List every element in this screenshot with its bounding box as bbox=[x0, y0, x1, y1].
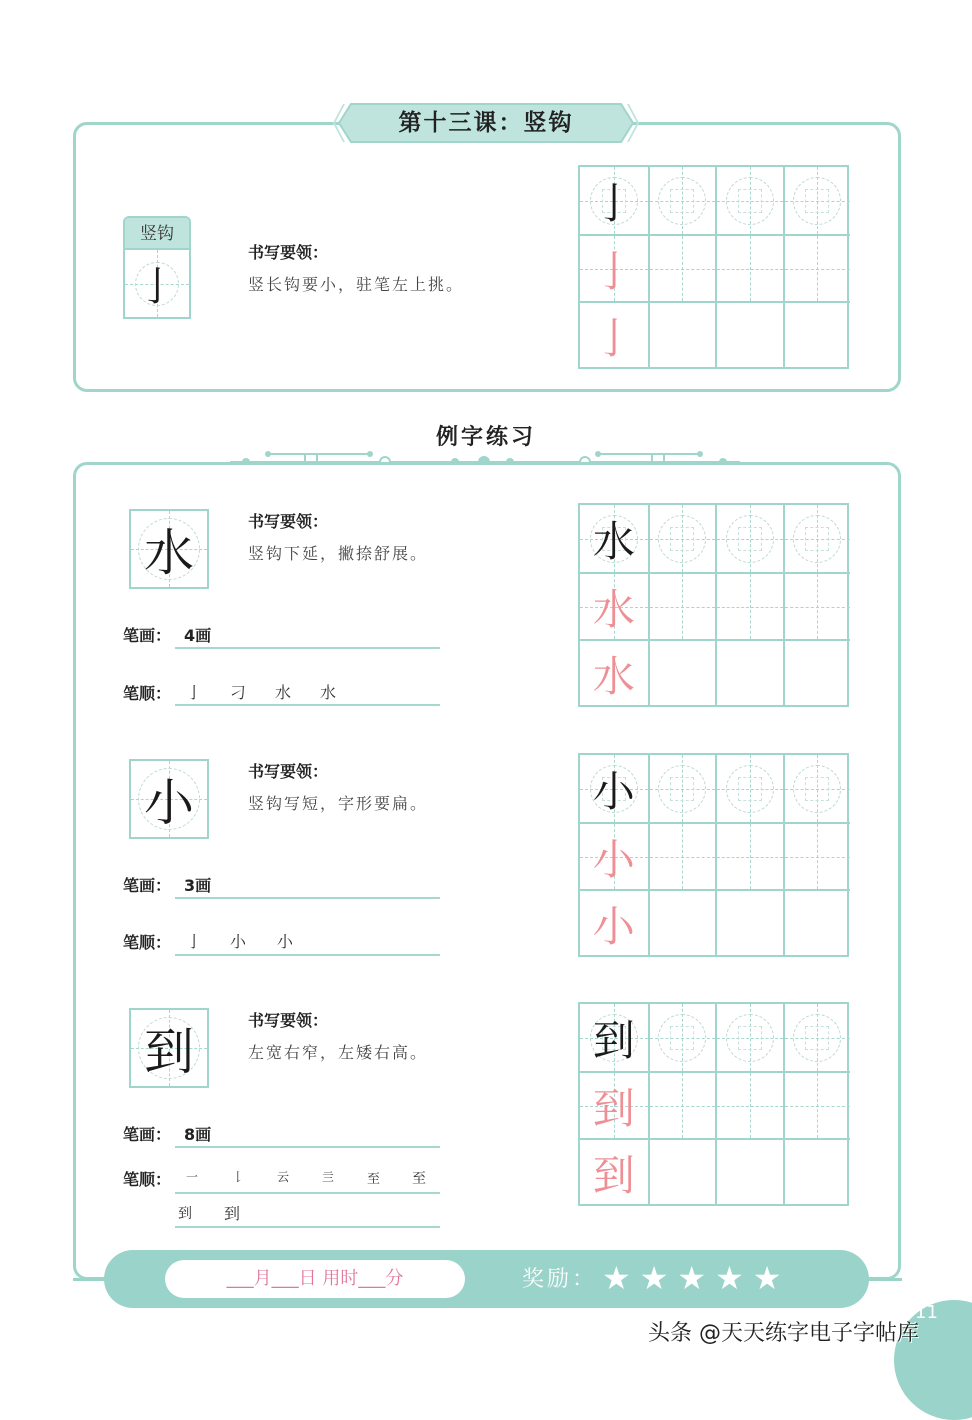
order-step: 亅 bbox=[186, 683, 203, 702]
order-line bbox=[175, 954, 440, 956]
trace-glyph: 亅 bbox=[592, 246, 635, 296]
trace-glyph: 水 bbox=[592, 651, 635, 701]
order-label: 笔顺： bbox=[123, 684, 172, 703]
tips-title: 书写要领： bbox=[248, 1011, 329, 1030]
strokes-label: 笔画： bbox=[123, 1125, 172, 1144]
page-number: 11 bbox=[915, 1302, 938, 1323]
order-line bbox=[175, 704, 440, 706]
example-char: 小 bbox=[144, 774, 194, 832]
example-char: 水 bbox=[144, 524, 194, 582]
star-icon[interactable]: ★ bbox=[677, 1259, 707, 1297]
lesson-title: 第十三课：竖钩 bbox=[398, 110, 574, 136]
trace-glyph: 小 bbox=[592, 901, 635, 951]
order-step: 亖 bbox=[322, 1170, 335, 1184]
stroke-glyph: 亅 bbox=[137, 264, 177, 310]
star-icon[interactable]: ★ bbox=[752, 1259, 782, 1297]
order-step: 至 bbox=[412, 1171, 426, 1187]
tips-title: 书写要领： bbox=[248, 762, 329, 781]
model-glyph: 亅 bbox=[592, 178, 635, 228]
order-line bbox=[175, 1226, 440, 1228]
reward-label: 奖励： bbox=[522, 1267, 598, 1292]
order-step: 一 bbox=[186, 1170, 199, 1184]
trace-glyph: 水 bbox=[592, 584, 635, 634]
model-glyph: 小 bbox=[592, 766, 635, 816]
star-icon[interactable]: ★ bbox=[715, 1259, 744, 1297]
strokes-value: 8画 bbox=[184, 1125, 212, 1144]
strokes-line bbox=[175, 897, 440, 899]
order-label: 笔顺： bbox=[123, 933, 172, 952]
strokes-value: 4画 bbox=[184, 626, 212, 645]
order-step: 水 bbox=[320, 683, 337, 702]
stroke-name: 竖钩 bbox=[125, 218, 189, 250]
star-icon[interactable]: ★ bbox=[602, 1259, 631, 1297]
order-step: 𠄌 bbox=[232, 1170, 245, 1184]
example-char-box bbox=[129, 509, 209, 589]
model-glyph: 水 bbox=[592, 516, 635, 566]
tips-title: 书写要领： bbox=[248, 243, 329, 262]
watermark: 头条 @天天练字电子字帖库 bbox=[648, 1321, 919, 1346]
practice-grid-char[interactable] bbox=[578, 753, 849, 957]
example-char-box bbox=[129, 1008, 209, 1088]
order-step: 亅 bbox=[186, 932, 203, 951]
stroke-card bbox=[123, 216, 191, 319]
order-step: 小 bbox=[277, 932, 294, 951]
order-line bbox=[175, 1192, 440, 1194]
trace-glyph: 小 bbox=[592, 834, 635, 884]
order-step: 到 bbox=[178, 1206, 192, 1222]
strokes-label: 笔画： bbox=[123, 626, 172, 645]
tips-text: 竖钩写短，字形要扁。 bbox=[248, 794, 429, 813]
example-char-box bbox=[129, 759, 209, 839]
order-step: 小 bbox=[230, 932, 247, 951]
order-step: 云 bbox=[277, 1170, 290, 1184]
practice-grid-char[interactable] bbox=[578, 503, 849, 707]
tips-text: 左宽右窄，左矮右高。 bbox=[248, 1043, 429, 1062]
practice-grid-char[interactable] bbox=[578, 1002, 849, 1206]
trace-glyph: 亅 bbox=[592, 313, 635, 363]
order-step: 到 bbox=[224, 1204, 241, 1223]
tips-text: 竖钩下延，撇捺舒展。 bbox=[248, 544, 429, 563]
section-title: 例字练习 bbox=[435, 425, 536, 450]
trace-glyph: 到 bbox=[592, 1083, 635, 1133]
date-time-field[interactable]: ___月___日 用时___分 bbox=[165, 1260, 465, 1298]
tips-text: 竖长钩要小，驻笔左上挑。 bbox=[248, 275, 465, 294]
order-step: 至 bbox=[367, 1172, 381, 1187]
trace-glyph: 到 bbox=[592, 1150, 635, 1200]
order-step: 刁 bbox=[230, 683, 247, 702]
lesson-title-banner bbox=[325, 102, 647, 144]
practice-grid-stroke[interactable] bbox=[578, 165, 849, 369]
model-glyph: 到 bbox=[592, 1015, 635, 1065]
order-step: 水 bbox=[275, 683, 292, 702]
reward-stars bbox=[602, 1259, 781, 1297]
tips-title: 书写要领： bbox=[248, 512, 329, 531]
strokes-line bbox=[175, 647, 440, 649]
strokes-value: 3画 bbox=[184, 876, 212, 895]
order-label: 笔顺： bbox=[123, 1170, 172, 1189]
star-icon[interactable]: ★ bbox=[639, 1259, 669, 1297]
strokes-label: 笔画： bbox=[123, 876, 172, 895]
example-char: 到 bbox=[144, 1023, 194, 1081]
strokes-line bbox=[175, 1146, 440, 1148]
